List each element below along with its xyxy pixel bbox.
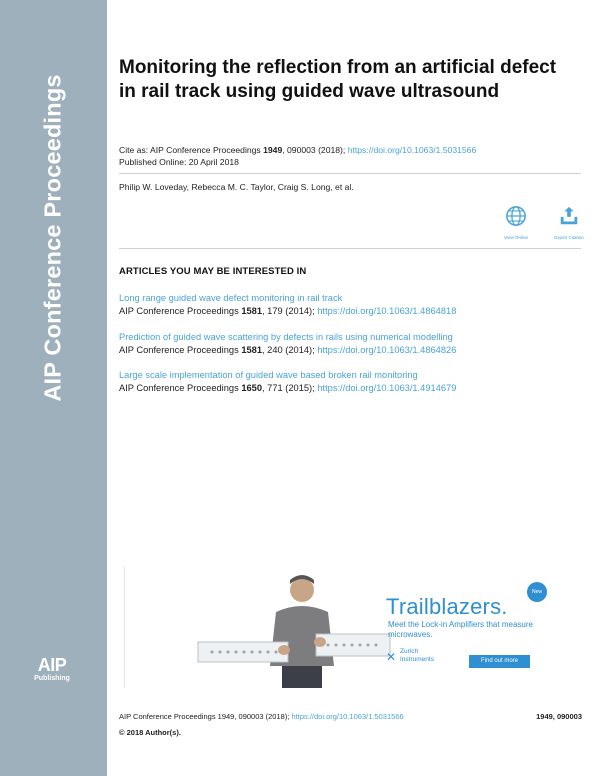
citation-suffix: , 090003 (2018); bbox=[282, 145, 348, 155]
divider bbox=[119, 248, 581, 249]
footer-citation bbox=[119, 712, 404, 721]
ad-subtitle: Meet the Lock-in Amplifiers that measure microwaves. bbox=[388, 620, 533, 639]
view-online-label: View Online bbox=[504, 235, 528, 240]
new-badge: New bbox=[527, 582, 547, 602]
related-heading: ARTICLES YOU MAY BE INTERESTED IN bbox=[119, 266, 307, 277]
copyright: © 2018 Author(s). bbox=[119, 728, 181, 737]
related-doi-link[interactable]: https://doi.org/10.1063/1.4864826 bbox=[317, 345, 457, 355]
page-number: 1949, 090003 bbox=[536, 712, 582, 721]
logo-subtitle: Publishing bbox=[34, 675, 70, 682]
divider bbox=[119, 173, 581, 174]
related-doi-link[interactable]: https://doi.org/10.1063/1.4914679 bbox=[317, 383, 457, 393]
export-citation-label: Export Citation bbox=[554, 235, 584, 240]
logo-wordmark: AIP bbox=[37, 655, 67, 675]
citation-prefix: Cite as: AIP Conference Proceedings bbox=[119, 145, 264, 155]
related-article bbox=[119, 369, 579, 395]
related-article-ref: AIP Conference Proceedings 1581, 179 (2014); https://doi.org/10.1063/1.4864818 bbox=[119, 306, 457, 316]
article-title: Monitoring the reflection from an artificial defect in rail track using guided wave ultrasound bbox=[119, 57, 557, 102]
related-article-title[interactable]: Long range guided wave defect monitoring in rail track bbox=[119, 293, 343, 303]
doi-link[interactable]: https://doi.org/10.1063/1.5031566 bbox=[347, 145, 477, 155]
view-online-button[interactable] bbox=[496, 205, 536, 240]
ad-person-image bbox=[184, 570, 414, 688]
citation-volume: 1949 bbox=[263, 145, 283, 155]
footer-doi-link[interactable]: https://doi.org/10.1063/1.5031566 bbox=[291, 712, 404, 721]
author-list: Philip W. Loveday, Rebecca M. C. Taylor, Craig S. Long, et al. bbox=[119, 182, 354, 192]
related-article bbox=[119, 292, 579, 318]
ad-brand: Zurich Instruments bbox=[400, 648, 434, 663]
export-citation-button[interactable] bbox=[549, 205, 589, 240]
globe-icon bbox=[505, 205, 527, 227]
find-out-more-button[interactable]: Find out more bbox=[469, 655, 530, 668]
citation-line bbox=[119, 145, 476, 156]
zurich-instruments-logo-icon: ✕ bbox=[386, 650, 397, 664]
related-article-title[interactable]: Prediction of guided wave scattering by defects in rails using numerical modelling bbox=[119, 332, 453, 342]
export-icon bbox=[558, 205, 580, 227]
related-article bbox=[119, 331, 579, 357]
related-doi-link[interactable]: https://doi.org/10.1063/1.4864818 bbox=[317, 306, 457, 316]
footer-citation-text: AIP Conference Proceedings 1949, 090003 (2018); bbox=[119, 712, 292, 721]
related-article-title[interactable]: Large scale implementation of guided wave based broken rail monitoring bbox=[119, 370, 418, 380]
journal-sidebar bbox=[0, 0, 107, 776]
related-article-ref: AIP Conference Proceedings 1650, 771 (2015); https://doi.org/10.1063/1.4914679 bbox=[119, 383, 457, 393]
advertisement-banner[interactable] bbox=[124, 566, 560, 688]
related-article-ref: AIP Conference Proceedings 1581, 240 (2014); https://doi.org/10.1063/1.4864826 bbox=[119, 345, 457, 355]
journal-name: AIP Conference Proceedings bbox=[39, 74, 66, 402]
published-date: Published Online: 20 April 2018 bbox=[119, 157, 239, 167]
aip-publishing-logo[interactable] bbox=[32, 656, 72, 683]
ad-headline: Trailblazers. bbox=[386, 594, 508, 619]
